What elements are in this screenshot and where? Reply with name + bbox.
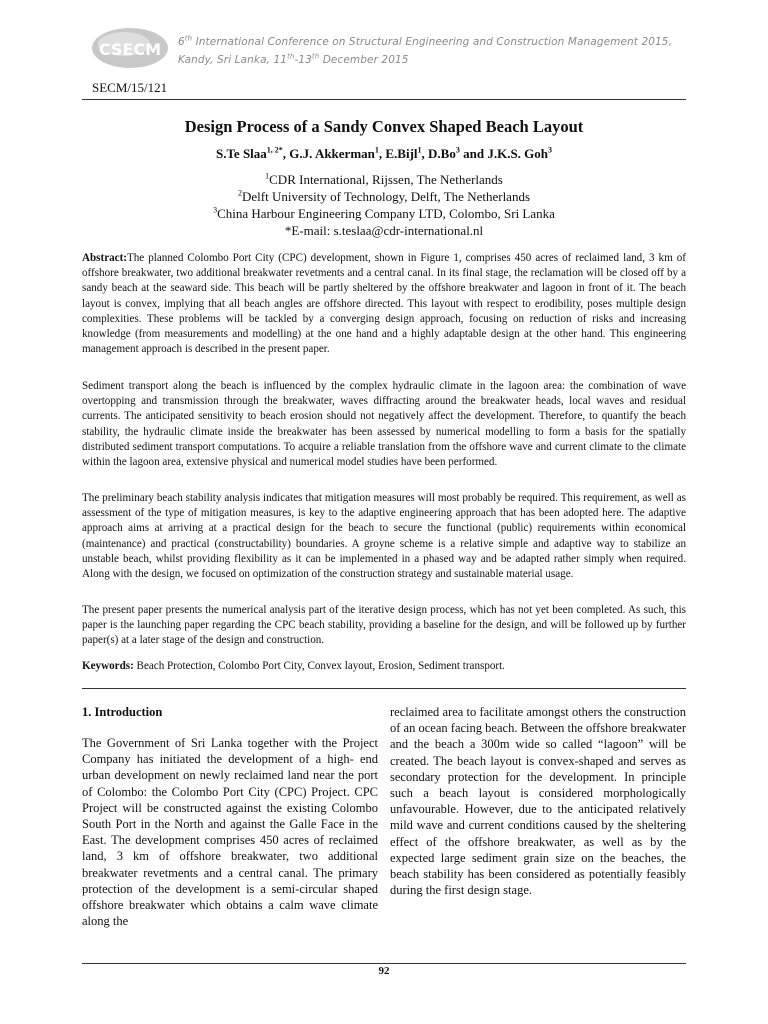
conference-line-1: 6th International Conference on Structural Engineering and Construction Management 2015, — [178, 34, 673, 48]
page-number: 92 — [378, 965, 390, 977]
affiliation-1: $^1$CDR International, Rijssen, The Netherlands — [265, 171, 503, 187]
author-list: S.Te Slaa$^{1, 2*}$, G.J. Akkerman$^1$, E.Bijl$^1$, D.Bo$^3$ and J.K.S. Goh$^3$ — [215, 145, 553, 161]
abstract-paragraph-1: Abstract:The planned Colombo Port City (CPC) development, shown in Figure 1, comprises 450 acres of reclaimed land, 3 km of offshore breakwater, two additional breakwater revetments and a central canal. In its final stage, the reclamation will be closed off by a sandy beach at the seaward side. This beach will be partly sheltered by the offshore breakwater and lagoon in front of it. The beach layout is convex, implying that all beach angles are offshore directed. This layout with respect to erodibility, poses multiple design complexities. These problems will be tackled by a converging design approach, focusing on reduction of risks and increasing knowledge (from measurements and modelling) at the one hand and a highly adaptable design at the other hand. This engineering management approach is described in the present paper. — [82, 252, 686, 356]
keywords: Keywords: Beach Protection, Colombo Port City, Convex layout, Erosion, Sediment transport. — [82, 660, 505, 672]
intro-left-column: The Government of Sri Lanka together with the Project Company has initiated the development of a high- end urban development on newly reclaimed land near the port of Colombo: the Colombo Port City (CPC) Project. CPC Project will be constructed against the existing Colombo South Port in the North and against the Galle Face in the East. The development comprises 450 acres of reclaimed land, 3 km of offshore breakwater, two additional breakwater revetments and a central canal. The primary protection of the development is a semi-circular shaped offshore breakwater which obtains a calm wave climate along the — [82, 736, 378, 929]
abstract-paragraph-2: Sediment transport along the beach is influenced by the complex hydraulic climate in the lagoon area: the combination of wave overtopping and transmission through the breakwater, waves diffracting around the breakwater heads, local waves and residual currents. The anticipated sensitivity to beach erosion should not negatively affect the development. Therefore, to quantify the beach stability, the hydraulic climate inside the breakwater has been assessed by numerical modelling to form a basis for the spatially distributed sediment transport computations. To acquire a reliable translation from the offshore wave and current climate to the climate within the lagoon area, extensive physical and numerical model studies have been performed. — [82, 380, 686, 469]
header-divider — [82, 99, 686, 100]
affiliation-3: $^3$China Harbour Engineering Company LTD, Colombo, Sri Lanka — [213, 205, 555, 221]
section-heading-introduction: 1. Introduction — [82, 705, 163, 719]
author-email: *E-mail: s.teslaa@cdr-international.nl — [284, 223, 484, 238]
abstract-paragraph-4: The present paper presents the numerical analysis part of the iterative design process, which has not yet been completed. As such, this paper is the launching paper regarding the CPC beach stability, providing a baseline for the design, and will be followed up by further paper(s) at a later stage of the design and construction. — [82, 604, 686, 647]
abstract-paragraph-3: The preliminary beach stability analysis indicates that mitigation measures will most probably be required. This requirement, as well as assessment of the type of mitigation measures, is key to the adaptive engineering approach that has been adopted here. The adaptive approach aims at arriving at a practical design for the beach to secure the functional (public) requirements within economical (maintenance) and practical (constructability) boundaries. A groyne scheme is a relative simple and adaptive way to stabilize an unstable beach, whilst providing flexibility as it can be implemented in a phased way and be adapted rather simply when required. Along with the design, we focused on optimization of the construction strategy and sustainable material usage. — [82, 492, 686, 581]
conference-info — [178, 33, 672, 69]
affiliation-2: $^2$Delft University of Technology, Delft, The Netherlands — [237, 188, 531, 204]
paper-title: Design Process of a Sandy Convex Shaped Beach Layout — [184, 117, 584, 136]
conference-line-2: Kandy, Sri Lanka, 11th-13th December 2015 — [178, 52, 409, 66]
paper-code: SECM/15/121 — [92, 80, 168, 95]
abstract-divider — [82, 688, 686, 689]
footer-divider — [82, 963, 686, 964]
logo-text: CSECM — [98, 40, 162, 59]
intro-right-column: reclaimed area to facilitate amongst others the construction of an ocean facing beach. Between the offshore breakwater and the beach a 300m wide so called “lagoon” will be created. The beach layout is convex-shaped and serves as secondary protection for the development. In principle such a beach layout is considered morphologically unfavourable. However, due to the anticipated relatively mild wave and current conditions caused by the sheltering effect of the offshore breakwater, as well as by the expected large sediment grain size on the beaches, the beach stability has been considered as potentially feasibly during the first design stage. — [390, 705, 686, 898]
conference-logo — [90, 24, 170, 70]
